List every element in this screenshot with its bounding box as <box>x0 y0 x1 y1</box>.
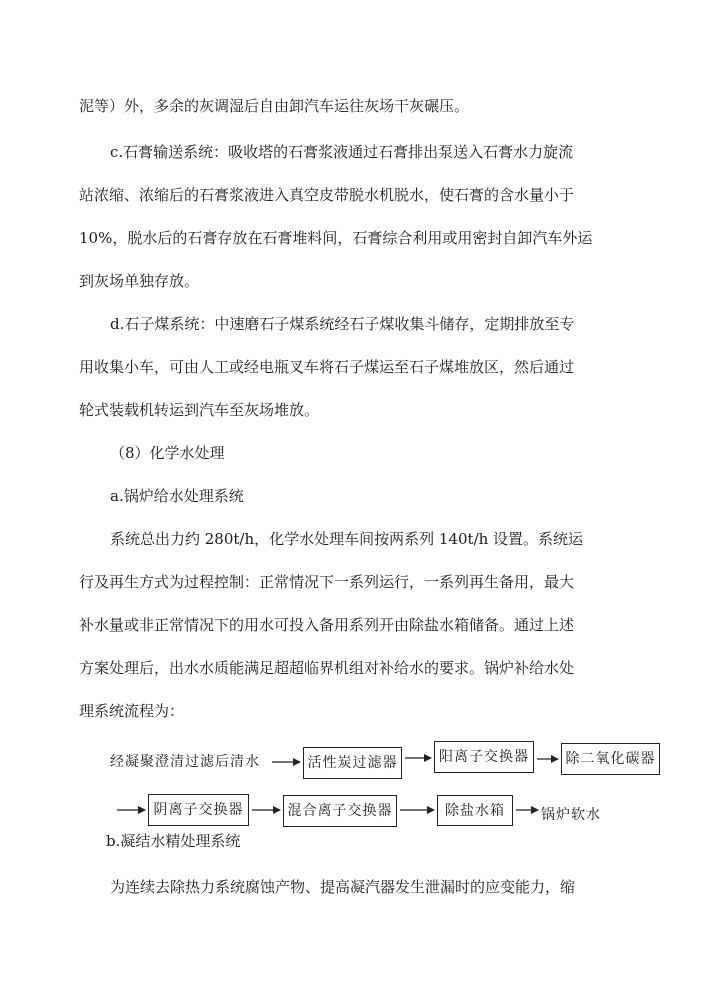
text-line: 用收集小车，可由人工或经电瓶叉车将石子煤运至石子煤堆放区，然后通过 <box>79 358 575 376</box>
flow-box-decarbonator: 除二氧化碳器 <box>561 743 660 775</box>
text-line: 站浓缩、浓缩后的石膏浆液进入真空皮带脱水机脱水，使石膏的含水量小于 <box>79 186 575 204</box>
flow-start-label: 经凝聚澄清过滤后清水 <box>110 754 260 770</box>
text-line: 轮式装载机转运到汽车至灰场堆放。 <box>79 401 320 419</box>
flow-box-cation-exchanger: 阳离子交换器 <box>434 741 534 773</box>
flow-box-demineralized-water-tank: 除盐水箱 <box>437 795 513 826</box>
text-line: 理系统流程为： <box>79 702 185 720</box>
text-line: c.石膏输送系统：吸收塔的石膏浆液通过石膏排出泵送入石膏水力旋流 <box>110 143 574 161</box>
text-line: 为连续去除热力系统腐蚀产物、提高凝汽器发生泄漏时的应变能力，缩 <box>110 878 576 896</box>
text-line: 行及再生方式为过程控制：正常情况下一系列运行，一系列再生备用，最大 <box>79 573 575 591</box>
text-line: 系统总出力约 280t/h，化学水处理车间按两系列 140t/h 设置。系统运 <box>110 530 584 548</box>
flow-box-mixed-bed-exchanger: 混合离子交换器 <box>283 795 397 827</box>
text-line: 方案处理后，出水水质能满足超超临界机组对补给水的要求。锅炉补给水处 <box>79 659 575 677</box>
text-line: 10%，脱水后的石膏存放在石膏堆料间，石膏综合利用或用密封自卸汽车外运 <box>79 229 593 247</box>
text-line: d.石子煤系统：中速磨石子煤系统经石子煤收集斗储存，定期排放至专 <box>110 315 575 333</box>
flow-end-label: 锅炉软水 <box>541 807 601 823</box>
section-heading: （8）化学水处理 <box>110 444 225 462</box>
text-line: 补水量或非正常情况下的用水可投入备用系列开由除盐水箱储备。通过上述 <box>79 616 575 634</box>
subsection-heading: b.凝结水精处理系统 <box>106 832 241 850</box>
flow-box-anion-exchanger: 阴离子交换器 <box>148 794 249 826</box>
text-line: 到灰场单独存放。 <box>79 272 200 290</box>
text-line: 泥等）外，多余的灰调湿后自由卸汽车运往灰场干灰碾压。 <box>79 97 470 115</box>
subsection-heading: a.锅炉给水处理系统 <box>110 487 244 505</box>
flow-box-activated-carbon-filter: 活性炭过滤器 <box>303 747 402 779</box>
